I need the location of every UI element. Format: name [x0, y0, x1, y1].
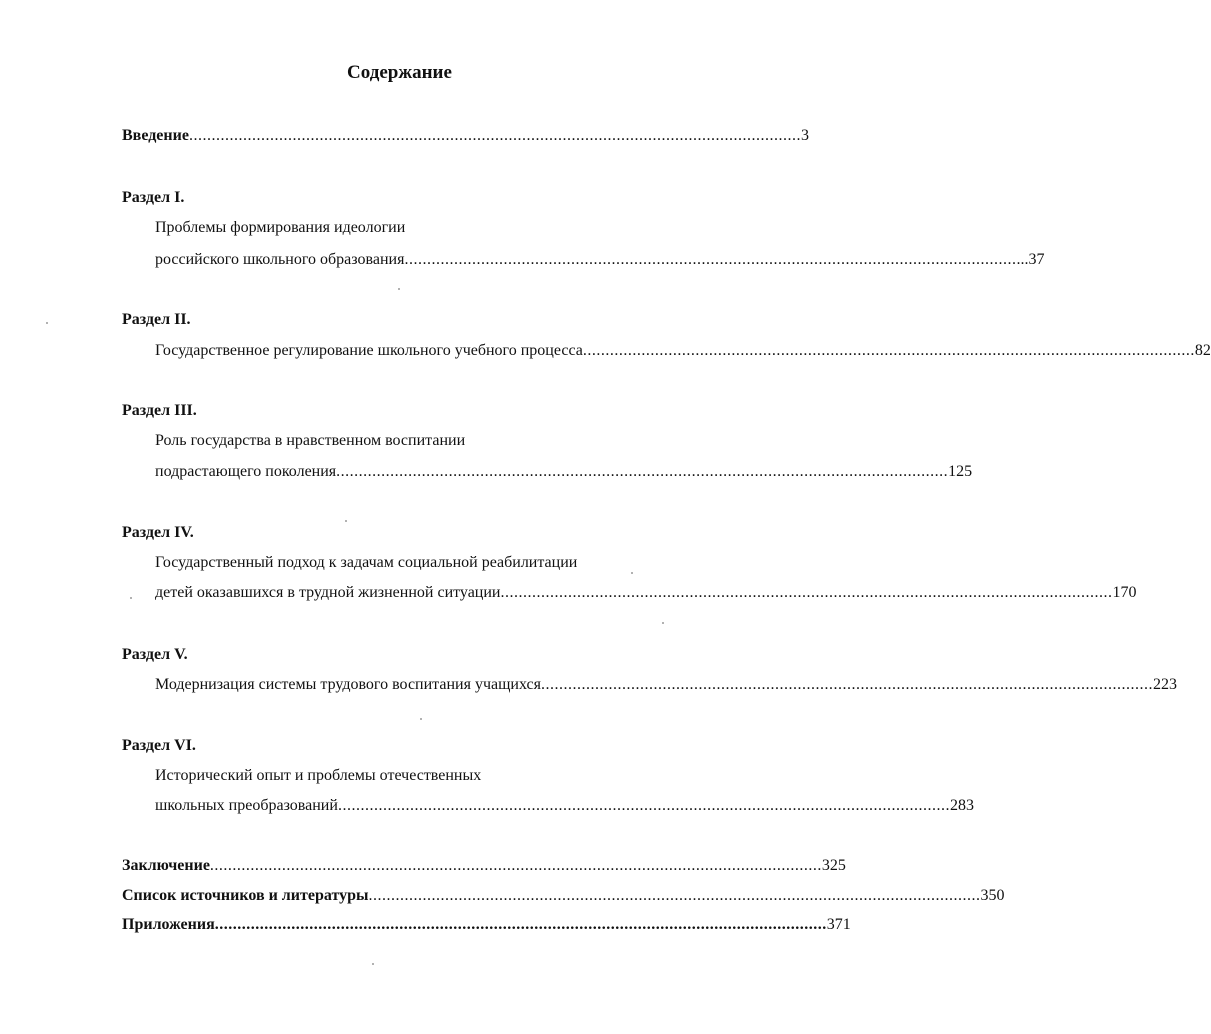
- section-heading: Раздел III.: [122, 402, 197, 419]
- scan-speck: [130, 597, 132, 599]
- toc-entry-label: школьных преобразований: [155, 797, 338, 814]
- toc-entry-label: Заключение: [122, 857, 210, 874]
- toc-page-number: 170: [1112, 584, 1137, 601]
- dot-leader: ........................................................................................................................................: [500, 584, 1113, 601]
- scan-speck: [372, 963, 374, 965]
- toc-entry-section-4[interactable]: [155, 583, 1137, 603]
- toc-page-number: ...37: [1016, 251, 1045, 268]
- dot-leader: ........................................................................................................................................: [404, 251, 1017, 268]
- toc-entry-label: Приложения: [122, 916, 215, 933]
- scan-speck: [662, 622, 664, 624]
- dot-leader: ........................................................................................................................................: [368, 887, 981, 904]
- toc-entry-bibliography[interactable]: [122, 886, 1005, 906]
- toc-entry-section-2[interactable]: [155, 341, 1211, 361]
- dot-leader: ........................................................................................................................................: [209, 857, 822, 874]
- dot-leader: ........................................................................................................................................: [540, 676, 1153, 693]
- toc-page-number: 125: [948, 463, 973, 480]
- dot-leader: ........................................................................................................................................: [214, 916, 827, 933]
- section-heading: Раздел V.: [122, 646, 188, 663]
- toc-entry-label: российского школьного образования: [155, 251, 405, 268]
- toc-entry-section-1[interactable]: [155, 250, 1045, 270]
- toc-entry-label: Список источников и литературы: [122, 887, 369, 904]
- toc-page-number: 3: [800, 127, 809, 144]
- toc-page-number: 223: [1152, 676, 1177, 693]
- toc-entry-conclusion[interactable]: [122, 856, 846, 876]
- toc-entry-label: Государственное регулирование школьного учебного процесса: [155, 342, 583, 359]
- toc-entry-section-5[interactable]: [155, 675, 1177, 695]
- toc-entry-line: Проблемы формирования идеологии: [155, 219, 406, 236]
- toc-entry-appendices[interactable]: [122, 915, 851, 935]
- section-heading: Раздел VI.: [122, 737, 196, 754]
- scan-speck: [420, 718, 422, 720]
- scan-speck: [345, 520, 347, 522]
- toc-entry-label: детей оказавшихся в трудной жизненной ситуации: [155, 584, 501, 601]
- toc-entry-line: Государственный подход к задачам социальной реабилитации: [155, 554, 578, 571]
- toc-entry-label: подрастающего поколения: [155, 463, 337, 480]
- section-heading: Раздел I.: [122, 189, 185, 206]
- section-heading: Раздел IV.: [122, 524, 194, 541]
- dot-leader: ........................................................................................................................................: [337, 797, 950, 814]
- toc-page-number: 325: [821, 857, 846, 874]
- toc-page-number: 350: [980, 887, 1005, 904]
- toc-entry-label: Введение: [122, 127, 189, 144]
- scan-speck: [46, 322, 48, 324]
- toc-page-number: 371: [826, 916, 851, 933]
- dot-leader: ........................................................................................................................................: [188, 127, 801, 144]
- scan-speck: [398, 288, 400, 290]
- dot-leader: ........................................................................................................................................: [582, 342, 1195, 359]
- page-title: Содержание: [347, 62, 452, 83]
- toc-entry-section-3[interactable]: [155, 462, 973, 482]
- dot-leader: ........................................................................................................................................: [336, 463, 949, 480]
- scan-speck: [631, 572, 633, 574]
- toc-entry-line: Роль государства в нравственном воспитании: [155, 432, 466, 449]
- toc-page-number: 82: [1194, 342, 1211, 359]
- section-heading: Раздел II.: [122, 311, 191, 328]
- toc-entry-label: Модернизация системы трудового воспитания учащихся: [155, 676, 541, 693]
- toc-entry-section-6[interactable]: [155, 796, 974, 816]
- toc-page-number: 283: [949, 797, 974, 814]
- toc-entry-line: Исторический опыт и проблемы отечественных: [155, 767, 482, 784]
- toc-entry-introduction[interactable]: [122, 126, 809, 146]
